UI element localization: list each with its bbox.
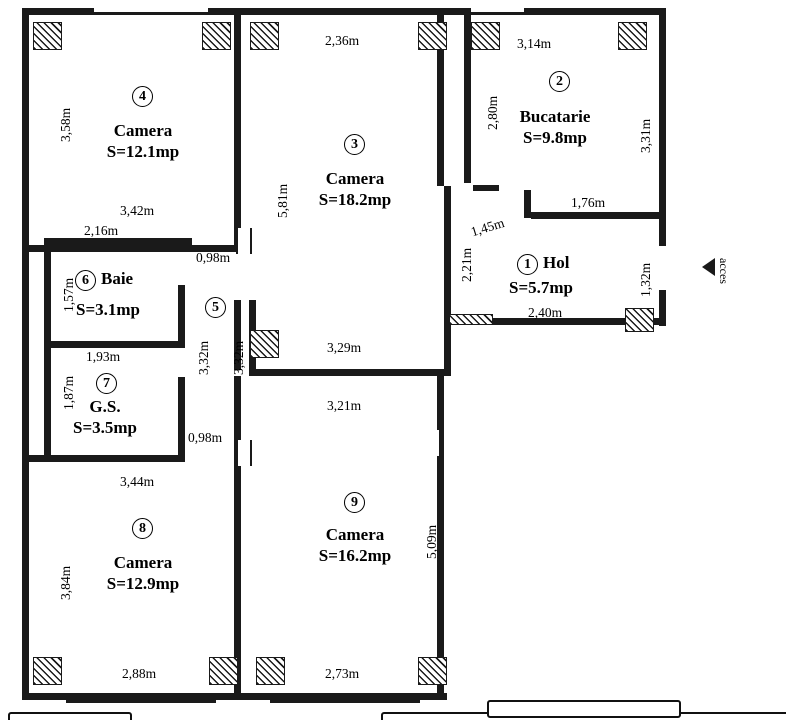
dim-3-29: 3,29m [327, 340, 362, 355]
dim-3-32-a: 3,32m [196, 340, 211, 375]
dim-1-93: 1,93m [86, 349, 121, 364]
wall-corridor-right-lower [234, 376, 241, 700]
room-label-camera-8 [78, 552, 208, 595]
dim-1-45: 1,45m [469, 215, 507, 240]
room-badge-5: 5 [205, 297, 226, 318]
dim-3-31: 3,31m [638, 118, 653, 153]
room-area-9: S=16.2mp [318, 546, 392, 566]
room-area-7: S=3.5mp [72, 418, 137, 438]
room-badge-9: 9 [344, 492, 365, 513]
wall-right-outer-upper [659, 8, 666, 246]
wall-hol-vertical [444, 186, 451, 325]
window-sill-bottom-left [66, 700, 216, 703]
room-label-camera-3 [290, 168, 420, 211]
door-baie [178, 261, 186, 285]
wall-top-mid [208, 8, 464, 15]
wall-mid-horizontal [249, 369, 451, 376]
wall-kitchen-bottom-left [524, 190, 531, 218]
wall-baie-right [178, 283, 185, 348]
dim-1-87: 1,87m [61, 375, 76, 410]
window-sill-top-left [94, 12, 208, 15]
column-camera3-sill [449, 314, 493, 325]
wall-between-4-3 [234, 8, 241, 252]
bottom-box-far-right[interactable] [487, 700, 681, 718]
dim-2-88: 2,88m [122, 666, 157, 681]
wall-kitchen-bottom [531, 212, 666, 219]
wall-baie-left [44, 238, 51, 348]
room-label-bucatarie [490, 106, 620, 149]
column-bottom-right [418, 657, 447, 685]
room-name-3: Camera [325, 169, 385, 188]
column-top-kitchen-left [471, 22, 500, 50]
room-area-1: S=5.7mp [509, 278, 574, 297]
dim-1-76: 1,76m [571, 195, 606, 210]
column-bottom-left [33, 657, 62, 685]
column-bottom-mid-right [256, 657, 285, 685]
bottom-box-left[interactable] [8, 712, 132, 720]
column-top-camera3-right [418, 22, 447, 50]
wall-gs-right [178, 375, 185, 461]
wall-left-outer [22, 8, 29, 700]
wall-kitchen-left [464, 8, 471, 190]
dim-3-14: 3,14m [517, 36, 552, 51]
access-arrow-icon [702, 258, 715, 276]
room-badge-3: 3 [344, 134, 365, 155]
room-badge-2: 2 [549, 71, 570, 92]
room-area-3: S=18.2mp [318, 190, 392, 210]
column-top-camera3-left [250, 22, 279, 50]
door-kitchen [459, 183, 473, 195]
dim-2-73: 2,73m [325, 666, 360, 681]
room-name-6: Baie [101, 269, 134, 288]
dim-3-84: 3,84m [58, 565, 73, 600]
column-corridor-left [250, 330, 279, 358]
dim-5-09: 5,09m [424, 524, 439, 559]
dim-2-16: 2,16m [84, 223, 119, 238]
wall-kitchen-door-jamb [471, 185, 499, 191]
dim-3-58: 3,58m [58, 107, 73, 142]
room-name-1: Hol [543, 253, 570, 272]
dim-0-98-bottom: 0,98m [188, 430, 223, 445]
room-name-2: Bucatarie [519, 107, 591, 126]
wall-baie-top [44, 238, 192, 245]
room-area-8: S=12.9mp [106, 574, 180, 594]
room-badge-4: 4 [132, 86, 153, 107]
dim-1-32: 1,32m [638, 262, 653, 297]
room-badge-8: 8 [132, 518, 153, 539]
wall-hol-left [444, 318, 451, 376]
column-top-kitchen-right [618, 22, 647, 50]
column-hol-right [625, 308, 654, 332]
dim-1-57: 1,57m [61, 277, 76, 312]
wall-top-right [524, 8, 666, 15]
column-top-left [33, 22, 62, 50]
door-camera4 [236, 228, 252, 254]
room-label-camera-9 [290, 524, 420, 567]
window-sill-top-right [464, 12, 524, 15]
dim-2-80: 2,80m [485, 95, 500, 130]
dim-3-32-b: 3,32m [231, 340, 246, 375]
dim-0-98-top: 0,98m [196, 250, 231, 265]
wall-bottom-outer [22, 693, 444, 700]
room-label-camera-4 [78, 120, 208, 163]
room-name-7: G.S. [89, 397, 121, 416]
dim-3-44: 3,44m [120, 474, 155, 489]
room-area-6: S=3.1mp [76, 300, 141, 319]
room-name-4: Camera [113, 121, 173, 140]
dim-2-36: 2,36m [325, 33, 360, 48]
room-area-2: S=9.8mp [522, 128, 587, 148]
room-badge-6: 6 [75, 270, 96, 291]
door-camera3 [236, 440, 252, 466]
room-badge-1: 1 [517, 254, 538, 275]
room-badge-7: 7 [96, 373, 117, 394]
room-area-4: S=12.1mp [106, 142, 180, 162]
dim-3-42: 3,42m [120, 203, 155, 218]
dim-3-21: 3,21m [327, 398, 362, 413]
wall-bottom-right-seg [437, 693, 447, 700]
wall-gs-bottom [29, 455, 185, 462]
wall-baie-bottom [44, 341, 185, 348]
room-name-9: Camera [325, 525, 385, 544]
dim-2-21: 2,21m [459, 247, 474, 282]
column-bottom-mid-left [209, 657, 238, 685]
column-top-mid-left [202, 22, 231, 50]
door-camera9 [431, 430, 439, 456]
dim-5-81: 5,81m [275, 183, 290, 218]
dim-2-40: 2,40m [528, 305, 563, 320]
window-sill-bottom-right [270, 700, 420, 703]
access-label: acces [717, 258, 731, 284]
door-gs [178, 353, 186, 377]
wall-top-left [22, 8, 94, 15]
room-name-8: Camera [113, 553, 173, 572]
